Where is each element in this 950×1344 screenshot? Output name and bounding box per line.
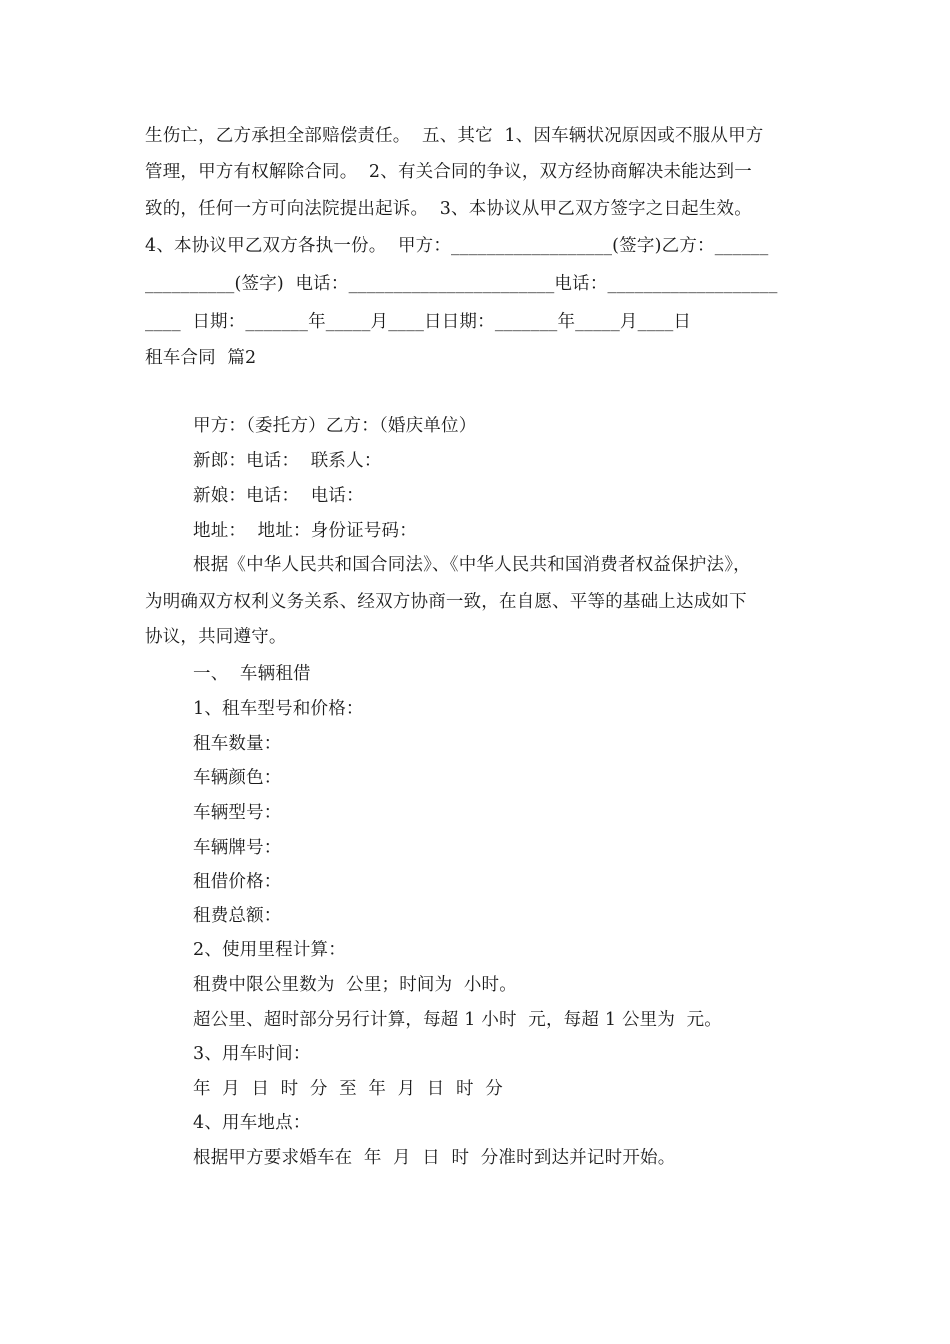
parties-line-1: 甲方：（委托方）乙方：（婚庆单位） — [193, 416, 477, 436]
overage-terms: 超公里、超时部分另行计算，每超 1 小时 元，每超 1 公里为 元。 — [193, 1010, 722, 1030]
parties-line-4: 地址： 地址：身份证号码： — [193, 521, 417, 541]
section-title: 租车合同 篇2 — [145, 348, 257, 368]
parties-line-3: 新娘：电话： 电话： — [193, 486, 364, 506]
clause-item-1: 1、租车型号和价格： — [193, 699, 364, 719]
preamble-line-2: 为明确双方权利义务关系、经双方协商一致，在自愿、平等的基础上达成如下 — [145, 592, 747, 612]
vehicle-color: 车辆颜色： — [193, 768, 282, 788]
clause-item-4: 4、用车地点： — [193, 1113, 311, 1133]
clause-heading: 一、 车辆租借 — [193, 664, 311, 684]
continuation-line-2: 管理，甲方有权解除合同。 2、有关合同的争议，双方经协商解决未能达到一 — [145, 162, 752, 182]
continuation-line-6: ____ 日期：_______年_____月____日日期：_______年_____月____日 — [145, 312, 692, 332]
clause-item-3: 3、用车时间： — [193, 1044, 311, 1064]
continuation-line-5: __________(签字) 电话：_______________________电话：___________________ — [145, 274, 778, 294]
mileage-limit: 租费中限公里数为 公里；时间为 小时。 — [193, 975, 517, 995]
rental-total: 租费总额： — [193, 906, 282, 926]
rental-price: 租借价格： — [193, 872, 282, 892]
usage-time-range: 年 月 日 时 分 至 年 月 日 时 分 — [193, 1079, 503, 1099]
continuation-line-1: 生伤亡，乙方承担全部赔偿责任。 五、其它 1、因车辆状况原因或不服从甲方 — [145, 126, 764, 146]
vehicle-plate: 车辆牌号： — [193, 838, 282, 858]
vehicle-model: 车辆型号： — [193, 803, 282, 823]
continuation-line-3: 致的，任何一方可向法院提出起诉。 3、本协议从甲乙双方签字之日起生效。 — [145, 199, 752, 219]
rental-quantity: 租车数量： — [193, 734, 282, 754]
parties-line-2: 新郎：电话： 联系人： — [193, 451, 382, 471]
arrival-terms: 根据甲方要求婚车在 年 月 日 时 分准时到达并记时开始。 — [193, 1148, 676, 1168]
preamble-line-1: 根据《中华人民共和国合同法》、《中华人民共和国消费者权益保护法》， — [193, 555, 751, 575]
clause-item-2: 2、使用里程计算： — [193, 940, 346, 960]
continuation-line-4: 4、本协议甲乙双方各执一份。 甲方：__________________(签字)乙方：______ — [145, 236, 769, 256]
preamble-line-3: 协议，共同遵守。 — [145, 627, 287, 647]
